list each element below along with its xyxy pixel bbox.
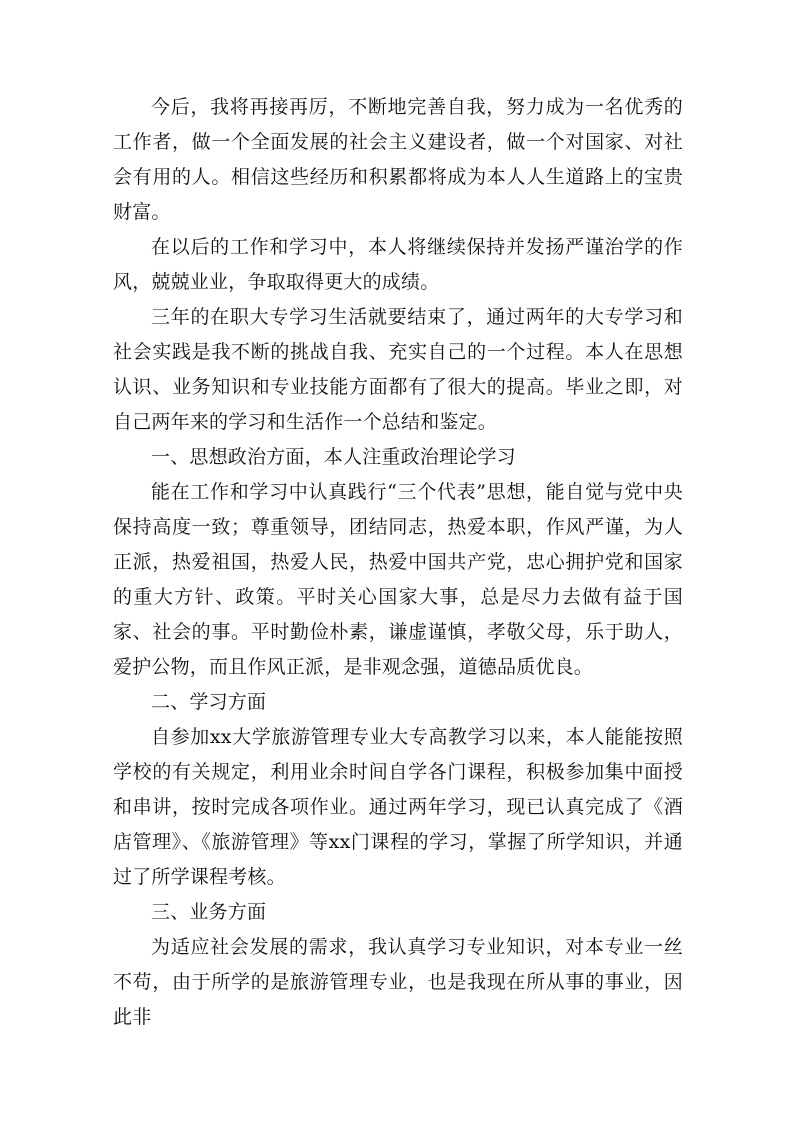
paragraph-business: 为适应社会发展的需求，我认真学习专业知识，对本专业一丝不苟，由于所学的是旅游管理专业，也是我现在所从事的事业，因此非 [113, 936, 683, 1028]
paragraph-future-plans: 今后，我将再接再厉，不断地完善自我，努力成为一名优秀的工作者，做一个全面发展的社会主义建设者，做一个对国家、对社会有用的人。相信这些经历和积累都将成为本人人生道路上的宝贵财富。 [113, 96, 683, 223]
paragraph-political: 能在工作和学习中认真践行“三个代表”思想，能自觉与党中央保持高度一致；尊重领导，团结同志，热爱本职，作风严谨，为人正派，热爱祖国，热爱人民，热爱中国共产党，忠心拥护党和国家的重大方针、政策。平时关心国家大事，总是尽力去做有益于国家、社会的事。平时勤俭朴素，谦虚谨慎，孝敬父母，乐于助人，爱护公物，而且作风正派，是非观念强，道德品质优良。 [113, 481, 683, 678]
paragraph-work-study: 在以后的工作和学习中，本人将继续保持并发扬严谨治学的作风，兢兢业业，争取取得更大的成绩。 [113, 236, 683, 293]
document-body [113, 90, 683, 1035]
section-heading-study: 二、学习方面 [151, 691, 267, 713]
section-heading-business: 三、业务方面 [151, 901, 267, 923]
paragraph-summary-intro: 三年的在职大专学习生活就要结束了，通过两年的大专学习和社会实践是我不断的挑战自我、充实自己的一个过程。本人在思想认识、业务知识和专业技能方面都有了很大的提高。毕业之即，对自己两年来的学习和生活作一个总结和鉴定。 [113, 306, 683, 433]
paragraph-study: 自参加xx大学旅游管理专业大专高教学习以来，本人能能按照学校的有关规定，利用业余时间自学各门课程，积极参加集中面授和串讲，按时完成各项作业。通过两年学习，现已认真完成了《酒店管理》、《旅游管理》等xx门课程的学习，掌握了所学知识，并通过了所学课程考核。 [113, 726, 683, 888]
section-heading-political: 一、思想政治方面，本人注重政治理论学习 [151, 446, 516, 468]
